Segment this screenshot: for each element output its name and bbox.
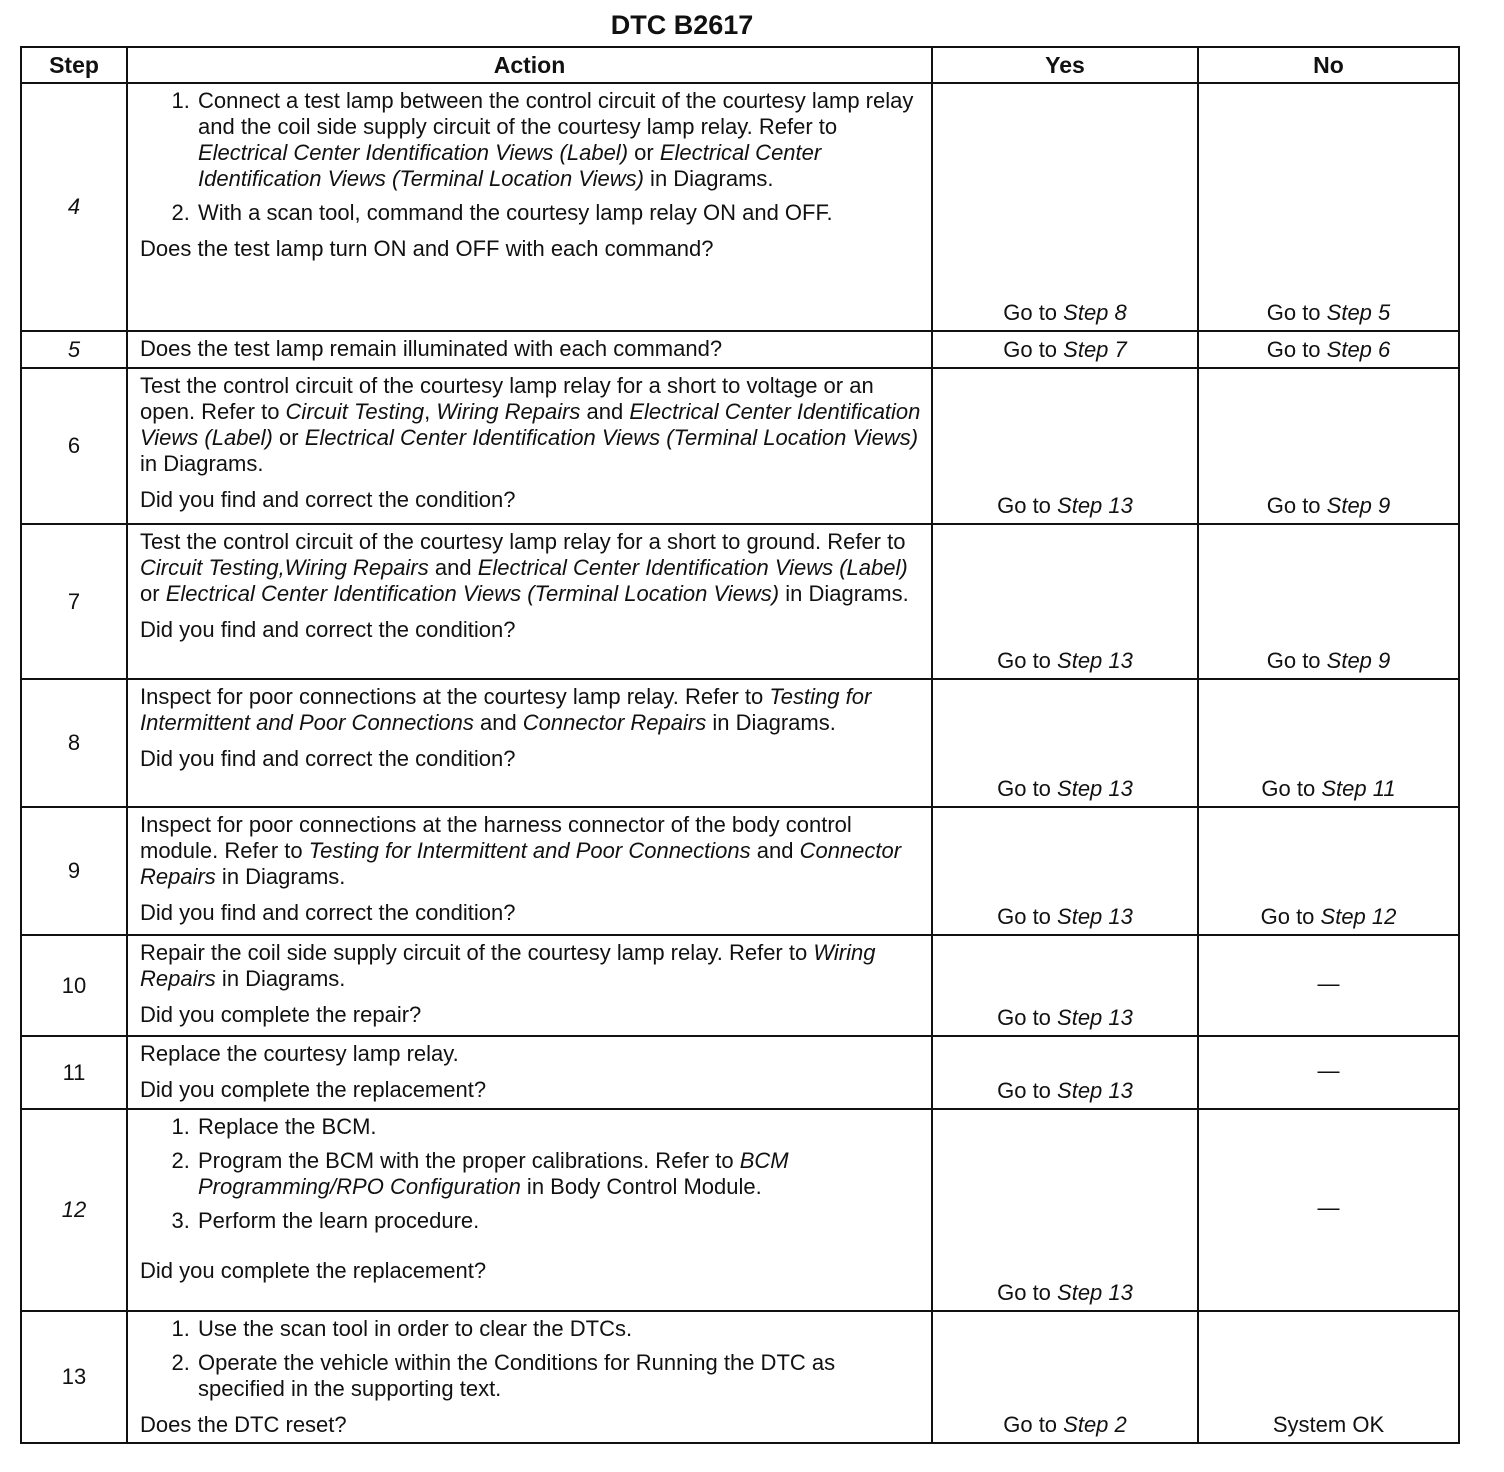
- action-cell: [127, 368, 932, 524]
- action-step-item: [196, 1114, 923, 1140]
- action-text: Replace the BCM.: [198, 1114, 377, 1139]
- action-step-item: [196, 1208, 923, 1234]
- table-row: [21, 807, 1459, 935]
- reference-text: Electrical Center Identification Views (Label): [198, 140, 629, 165]
- step-number: 13: [21, 1311, 127, 1443]
- no-outcome: [1198, 331, 1459, 368]
- goto-prefix: Go to: [997, 904, 1058, 929]
- step-reference: Step 12: [1320, 904, 1397, 929]
- step-reference: Step 7: [1063, 337, 1127, 362]
- action-paragraph: [140, 940, 923, 992]
- step-reference: Step 5: [1326, 300, 1391, 325]
- reference-text: Testing for Intermittent and Poor Connections: [308, 838, 751, 863]
- step-number: 7: [21, 524, 127, 679]
- action-cell: [127, 83, 932, 331]
- action-question: Did you complete the replacement?: [140, 1258, 487, 1283]
- action-question: Did you complete the replacement?: [140, 1077, 487, 1102]
- outcome-text: System OK: [1272, 1412, 1385, 1437]
- action-step-item: [196, 200, 923, 226]
- step-number: 11: [21, 1036, 127, 1109]
- action-cell: [127, 1311, 932, 1443]
- action-text: Perform the learn procedure.: [198, 1208, 480, 1233]
- action-text: in Diagrams.: [643, 166, 774, 191]
- reference-text: Electrical Center Identification Views (Terminal Location Views): [198, 140, 822, 191]
- step-reference: Step 13: [1057, 493, 1133, 518]
- step-reference: Step 13: [1057, 1078, 1133, 1103]
- table-row: [21, 1109, 1459, 1311]
- step-number: 12: [21, 1109, 127, 1311]
- header-no: No: [1198, 47, 1459, 83]
- action-step-item: [196, 1350, 923, 1402]
- goto-prefix: Go to: [997, 493, 1058, 518]
- action-cell: [127, 679, 932, 807]
- yes-outcome: [932, 807, 1198, 935]
- step-reference: Step 2: [1063, 1412, 1127, 1437]
- action-text: Replace the courtesy lamp relay.: [140, 1041, 459, 1066]
- reference-text: Circuit Testing: [285, 399, 425, 424]
- step-reference: Step 13: [1057, 1280, 1133, 1305]
- action-step-item: [196, 1316, 923, 1342]
- outcome-text: —: [1317, 1195, 1340, 1220]
- action-text: in Diagrams.: [215, 966, 346, 991]
- step-reference: Step 9: [1326, 648, 1391, 673]
- goto-prefix: Go to: [997, 1005, 1058, 1030]
- step-reference: Step 13: [1057, 904, 1133, 929]
- table-row: [21, 83, 1459, 331]
- action-steps-list: [140, 1114, 923, 1234]
- reference-text: Testing for Intermittent and Poor Connections: [140, 684, 872, 735]
- reference-text: Wiring Repairs: [436, 399, 581, 424]
- goto-prefix: Go to: [1266, 337, 1327, 362]
- action-text: and: [473, 710, 523, 735]
- reference-text: Connector Repairs: [140, 838, 902, 889]
- action-question: Did you complete the repair?: [140, 1002, 422, 1027]
- outcome-text: —: [1317, 1057, 1340, 1083]
- action-cell: [127, 524, 932, 679]
- action-text: Inspect for poor connections at the courtesy lamp relay. Refer to: [140, 684, 770, 709]
- step-reference: Step 6: [1326, 337, 1391, 362]
- header-yes: Yes: [932, 47, 1198, 83]
- step-reference: Step 13: [1057, 776, 1133, 801]
- action-paragraph: [140, 1041, 923, 1067]
- table-row: [21, 1311, 1459, 1443]
- yes-outcome: [932, 679, 1198, 807]
- yes-outcome: [932, 1109, 1198, 1311]
- action-cell: [127, 1109, 932, 1311]
- action-text: Use the scan tool in order to clear the DTCs.: [198, 1316, 633, 1341]
- action-paragraph: [140, 684, 923, 736]
- goto-prefix: Go to: [997, 1280, 1058, 1305]
- action-text: and: [750, 838, 800, 863]
- action-question: Did you find and correct the condition?: [140, 487, 516, 512]
- action-text: and: [580, 399, 630, 424]
- table-row: [21, 368, 1459, 524]
- no-outcome: [1198, 1036, 1459, 1109]
- yes-outcome: [932, 331, 1198, 368]
- step-number: 10: [21, 935, 127, 1036]
- no-outcome: [1198, 807, 1459, 935]
- step-reference: Step 11: [1321, 776, 1396, 801]
- goto-prefix: Go to: [997, 776, 1058, 801]
- yes-outcome: [932, 83, 1198, 331]
- no-outcome: [1198, 368, 1459, 524]
- action-text: in Diagrams.: [706, 710, 836, 735]
- action-text: in Diagrams.: [140, 451, 264, 476]
- step-number: 5: [21, 331, 127, 368]
- action-cell: [127, 331, 932, 368]
- goto-prefix: Go to: [1260, 904, 1321, 929]
- action-text: Repair the coil side supply circuit of the courtesy lamp relay. Refer to: [140, 940, 814, 965]
- step-reference: Step 9: [1326, 493, 1391, 518]
- page-title: DTC B2617: [610, 10, 754, 40]
- action-text: or: [140, 581, 166, 606]
- action-paragraph: [140, 812, 923, 890]
- reference-text: Wiring Repairs: [140, 940, 876, 991]
- table-row: [21, 935, 1459, 1036]
- table-header-row: [21, 47, 1459, 83]
- no-outcome: [1198, 83, 1459, 331]
- no-outcome: [1198, 679, 1459, 807]
- action-text: Test the control circuit of the courtesy lamp relay for a short to ground. Refer to: [140, 529, 906, 554]
- action-text: in Body Control Module.: [520, 1174, 762, 1199]
- table-row: [21, 331, 1459, 368]
- action-question: Did you find and correct the condition?: [140, 900, 516, 925]
- action-question: Does the test lamp turn ON and OFF with each command?: [140, 236, 714, 261]
- reference-text: BCM Programming/RPO Configuration: [198, 1148, 789, 1199]
- yes-outcome: [932, 1036, 1198, 1109]
- reference-text: Electrical Center Identification Views (Terminal Location Views): [165, 581, 780, 606]
- step-number: 4: [21, 83, 127, 331]
- yes-outcome: [932, 935, 1198, 1036]
- no-outcome: [1198, 1311, 1459, 1443]
- step-reference: Step 13: [1057, 1005, 1133, 1030]
- reference-text: Connector Repairs: [522, 710, 707, 735]
- action-cell: [127, 1036, 932, 1109]
- action-text: Test the control circuit of the courtesy lamp relay for a short to voltage or an open. Refer to: [140, 373, 874, 424]
- diagnostic-table: [20, 46, 1460, 1444]
- action-text: With a scan tool, command the courtesy lamp relay ON and OFF.: [198, 200, 833, 225]
- table-row: [21, 679, 1459, 807]
- goto-prefix: Go to: [1003, 1412, 1064, 1437]
- goto-prefix: Go to: [1003, 337, 1064, 362]
- action-text: or: [272, 425, 305, 450]
- reference-text: Electrical Center Identification Views (Label): [477, 555, 908, 580]
- header-step: Step: [21, 47, 127, 83]
- goto-prefix: Go to: [997, 648, 1058, 673]
- step-reference: Step 13: [1057, 648, 1133, 673]
- action-text: Program the BCM with the proper calibrations. Refer to: [198, 1148, 740, 1173]
- reference-text: Electrical Center Identification Views (Label): [140, 399, 921, 450]
- goto-prefix: Go to: [997, 1078, 1058, 1103]
- action-text: Connect a test lamp between the control circuit of the courtesy lamp relay and the coil side supply circuit of the courtesy lamp relay. Refer to: [198, 88, 914, 139]
- yes-outcome: [932, 1311, 1198, 1443]
- action-text: Inspect for poor connections at the harness connector of the body control module. Refer to: [140, 812, 852, 863]
- action-text: Operate the vehicle within the Conditions for Running the DTC as specified in the supporting text.: [198, 1350, 836, 1401]
- step-number: 9: [21, 807, 127, 935]
- step-number: 6: [21, 368, 127, 524]
- goto-prefix: Go to: [1003, 300, 1064, 325]
- step-reference: Step 8: [1063, 300, 1127, 325]
- action-text: or: [628, 140, 660, 165]
- action-paragraph: [140, 373, 923, 477]
- action-paragraph: [140, 529, 923, 607]
- action-question: Does the DTC reset?: [140, 1412, 347, 1437]
- goto-prefix: Go to: [1266, 493, 1327, 518]
- action-question: Does the test lamp remain illuminated with each command?: [140, 336, 723, 361]
- no-outcome: [1198, 935, 1459, 1036]
- goto-prefix: Go to: [1266, 300, 1327, 325]
- reference-text: Circuit Testing,Wiring Repairs: [140, 555, 429, 580]
- action-question: Did you find and correct the condition?: [140, 617, 516, 642]
- action-step-item: [196, 88, 923, 192]
- action-cell: [127, 807, 932, 935]
- action-text: in Diagrams.: [779, 581, 909, 606]
- action-text: and: [428, 555, 478, 580]
- action-question: Did you find and correct the condition?: [140, 746, 516, 771]
- step-number: 8: [21, 679, 127, 807]
- yes-outcome: [932, 524, 1198, 679]
- table-row: [21, 524, 1459, 679]
- action-text: in Diagrams.: [215, 864, 346, 889]
- no-outcome: [1198, 524, 1459, 679]
- action-steps-list: [140, 1316, 923, 1402]
- action-step-item: [196, 1148, 923, 1200]
- goto-prefix: Go to: [1261, 776, 1322, 801]
- table-row: [21, 1036, 1459, 1109]
- goto-prefix: Go to: [1266, 648, 1327, 673]
- reference-text: Electrical Center Identification Views (Terminal Location Views): [304, 425, 919, 450]
- action-cell: [127, 935, 932, 1036]
- yes-outcome: [932, 368, 1198, 524]
- header-action: Action: [127, 47, 932, 83]
- action-text: ,: [424, 399, 437, 424]
- outcome-text: —: [1317, 970, 1340, 996]
- no-outcome: [1198, 1109, 1459, 1311]
- action-steps-list: [140, 88, 923, 226]
